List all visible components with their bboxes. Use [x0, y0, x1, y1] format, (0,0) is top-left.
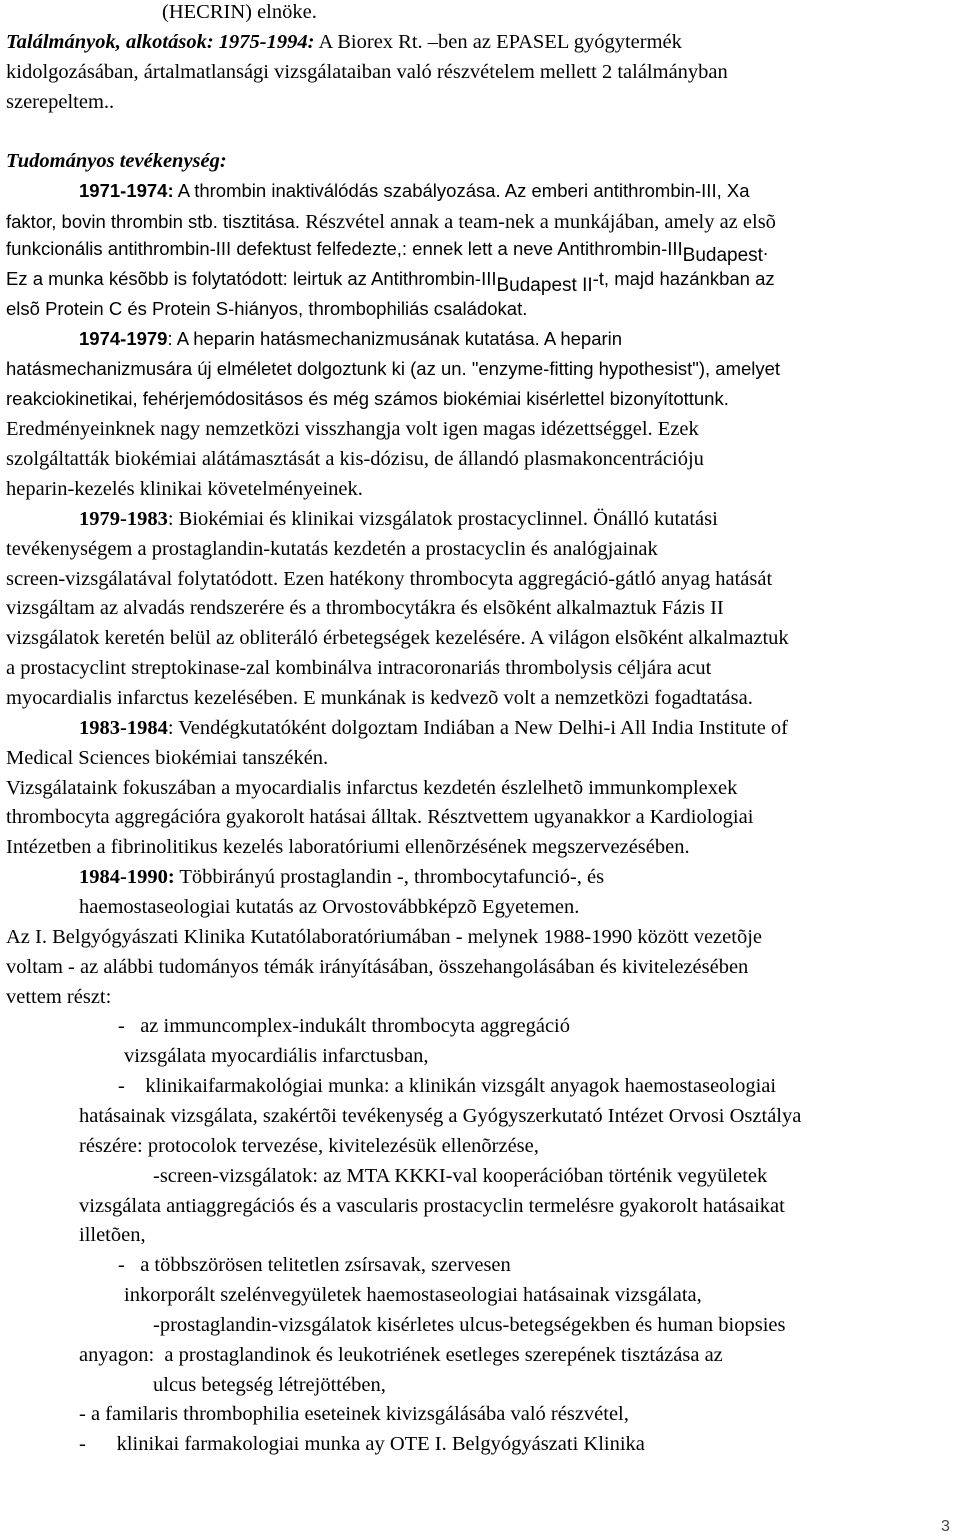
text-span: A Biorex Rt. –ben az EPASEL gyógytermék — [314, 31, 682, 53]
text-line: haemostaseologiai kutatás az Orvostovábbképzõ Egyetemen. — [79, 896, 580, 918]
subscript: Budapest — [682, 245, 763, 266]
text-line: hatásainak vizsgálata, szakértõi tevékenység a Gyógyszerkutató Intézet Orvosi Osztálya — [79, 1105, 802, 1127]
text-span: Többirányú prostaglandin -, thrombocytafunció-, és — [174, 866, 605, 888]
list-item: - klinikai farmakologiai munka ay OTE I. Belgyógyászati Klinika — [79, 1433, 645, 1455]
list-item: -prostaglandin-vizsgálatok kisérletes ulcus-betegségekben és human biopsies — [153, 1314, 786, 1336]
text-span: . — [762, 238, 769, 259]
text-line — [6, 268, 775, 296]
text-line: szolgáltatták biokémiai alátámasztását a kis-dózisu, de állandó plasmakoncentrációju — [6, 448, 704, 470]
text-line: myocardialis infarctus kezelésében. E munkának is kedvezõ volt a nemzetközi fogadtatása. — [6, 687, 753, 709]
text-line: tevékenységem a prostaglandin-kutatás kezdetén a prostacyclin és analógjainak — [6, 538, 658, 560]
period-label: 1971-1974: — [79, 180, 174, 201]
text-line: kidolgozásában, ártalmatlansági vizsgálataiban való részvételem mellett 2 találmányban — [6, 61, 728, 83]
text-span: : A heparin hatásmechanizmusának kutatása. A heparin — [167, 328, 623, 349]
text-line: vizsgáltam az alvadás rendszerére és a thrombocytákra és elsõként alkalmaztuk Fázis II — [6, 597, 724, 619]
text-line — [79, 330, 622, 349]
period-label: 1979-1983 — [79, 508, 168, 530]
period-label: 1974-1979 — [79, 328, 168, 349]
text-line: vizsgálatok keretén belül az obliteráló érbetegségek kezelésére. A világon elsõként alkalmaztuk — [6, 627, 789, 649]
text-line — [6, 32, 682, 53]
text-line: hatásmechanizmusára új elméletet dolgoztunk ki (az un. "enzyme-fitting hypothesist"), amelyet — [6, 358, 781, 379]
text-line: reakciokinetikai, fehérjemódositásos és még számos biokémiai kisérlettel bizonyítottunk. — [6, 388, 729, 409]
text-line: ulcus betegség létrejöttében, — [153, 1374, 386, 1396]
section-heading-inventions: Találmányok, alkotások: 1975-1994: — [6, 31, 315, 53]
text-line: elsõ Protein C és Protein S-hiányos, thrombophiliás családokat. — [6, 298, 528, 319]
text-line: heparin-kezelés klinikai követelményeinek. — [6, 478, 363, 500]
list-item: - klinikaifarmakológiai munka: a klinikán vizsgált anyagok haemostaseologiai — [118, 1075, 777, 1097]
text-span: A thrombin inaktiválódás szabályozása. Az emberi antithrombin-III, Xa — [173, 180, 750, 201]
text-line — [79, 718, 788, 739]
text-line: a prostacyclint streptokinase-zal kombinálva intracoronariás thrombolysis céljára acut — [6, 657, 712, 679]
text-span: funkcionális antithrombin-III defektust felfedezte,: ennek lett a neve Antithrombin-III — [6, 238, 683, 259]
text-span: Ez a munka késõbb is folytatódott: leirtuk az Antithrombin-III — [6, 268, 497, 289]
text-span: : Vendégkutatóként dolgoztam Indiában a New Delhi-i All India Institute of — [167, 717, 788, 739]
text-line: Intézetben a fibrinolitikus kezelés laboratóriumi ellenõrzésének megszervezésében. — [6, 836, 690, 858]
list-item: - a többszörösen telitetlen zsírsavak, szervesen — [118, 1254, 511, 1276]
text-line: inkorporált szelénvegyületek haemostaseologiai hatásainak vizsgálata, — [124, 1284, 702, 1306]
text-line — [79, 867, 604, 888]
period-label: 1983-1984 — [79, 717, 168, 739]
text-line: Medical Sciences biokémiai tanszékén. — [6, 747, 329, 769]
text-span: faktor, bovin thrombin stb. tisztitása. — [6, 211, 301, 232]
text-line: voltam - az alábbi tudományos témák irányításában, összehangolásában és kivitelezésében — [6, 956, 749, 978]
period-label: 1984-1990: — [79, 866, 175, 888]
text-line: screen-vizsgálatával folytatódott. Ezen hatékony thrombocyta aggregáció-gátló anyag hatását — [6, 568, 773, 590]
text-line: Az I. Belgyógyászati Klinika Kutatólaboratóriumában - melynek 1988-1990 között vezetõje — [6, 926, 762, 948]
text-line: thrombocyta aggregációra gyakorolt hatásai álltak. Résztvettem ugyanakkor a Kardiologiai — [6, 806, 754, 828]
text-line: részére: protocolok tervezése, kivitelezésük ellenõrzése, — [79, 1135, 539, 1157]
text-line: illetõen, — [79, 1224, 146, 1246]
text-line — [79, 509, 718, 530]
text-line: vizsgálata myocardiális infarctusban, — [124, 1045, 429, 1067]
text-line — [6, 238, 769, 266]
text-line: szerepeltem.. — [6, 91, 115, 113]
text-line: Vizsgálataink fokuszában a myocardialis infarctus kezdetén észlelhetõ immunkomplexek — [6, 777, 738, 799]
text-line: anyagon: a prostaglandinok és leukotriének esetleges szerepének tisztázása az — [79, 1344, 723, 1366]
list-item: - a familaris thrombophilia eseteinek kivizsgálásába való részvétel, — [79, 1403, 629, 1425]
text-line: Eredményeinknek nagy nemzetközi visszhangja volt igen magas idézettséggel. Ezek — [6, 418, 699, 440]
text-span: : Biokémiai és klinikai vizsgálatok prostacyclinnel. Önálló kutatási — [167, 508, 718, 530]
text-span: -t, majd hazánkban az — [592, 268, 775, 289]
section-heading-science: Tudományos tevékenység: — [6, 150, 227, 172]
page-number: 3 — [941, 1518, 950, 1535]
text-line — [6, 212, 776, 233]
list-item: - az immuncomplex-indukált thrombocyta aggregáció — [118, 1015, 570, 1037]
text-line: vizsgálata antiaggregációs és a vascularis prostacyclin termelésre gyakorolt hatásaikat — [79, 1195, 785, 1217]
text-line: vettem részt: — [6, 986, 112, 1008]
list-item: -screen-vizsgálatok: az MTA KKKI-val kooperációban történik vegyületek — [153, 1165, 768, 1187]
text-line: (HECRIN) elnöke. — [162, 1, 317, 23]
text-span: Részvétel annak a team-nek a munkájában, amely az elsõ — [300, 211, 776, 233]
text-line — [79, 182, 750, 201]
subscript: Budapest II — [496, 275, 593, 296]
